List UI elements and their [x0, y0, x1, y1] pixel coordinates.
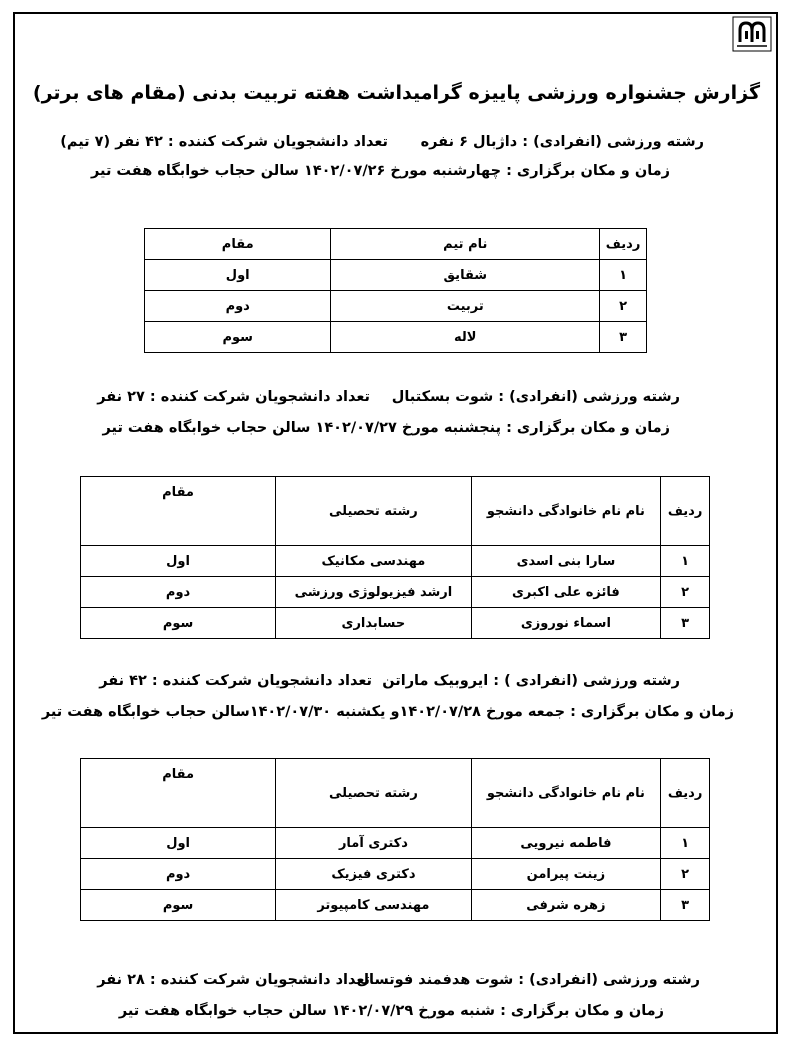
- header-rank: مقام: [81, 759, 276, 828]
- rank: اول: [81, 828, 276, 859]
- section-1-sport: رشته ورزشی (انفرادی) : داژبال ۶ نفره: [420, 134, 704, 150]
- table-header-row: [81, 759, 710, 828]
- table-row: [81, 890, 710, 921]
- header-rank: مقام: [145, 229, 331, 260]
- field-of-study: دکتری آمار: [276, 828, 471, 859]
- team-name: تربیت: [331, 291, 600, 322]
- rank: سوم: [81, 890, 276, 921]
- student-name: اسماء نوروزی: [471, 608, 661, 639]
- section-2-results-table: [80, 476, 710, 639]
- table-header-row: [81, 477, 710, 546]
- rank: دوم: [81, 859, 276, 890]
- student-name: فائزه علی اکبری: [471, 577, 661, 608]
- student-name: زینت پیرامن: [471, 859, 661, 890]
- row-number: ۳: [661, 890, 710, 921]
- rank: اول: [145, 260, 331, 291]
- row-number: ۲: [661, 577, 710, 608]
- section-2-schedule: زمان و مکان برگزاری : پنجشنبه مورخ ۱۴۰۲/۰۷/۲۷ سالن حجاب خوابگاه هفت تیر: [102, 420, 670, 436]
- row-number: ۱: [661, 828, 710, 859]
- table-header-row: [145, 229, 647, 260]
- team-name: شقایق: [331, 260, 600, 291]
- field-of-study: دکتری فیزیک: [276, 859, 471, 890]
- table-row: [145, 291, 647, 322]
- row-number: ۲: [600, 291, 647, 322]
- student-name: زهره شرفی: [471, 890, 661, 921]
- row-number: ۳: [600, 322, 647, 353]
- section-4-participants: تعداد دانشجویان شرکت کننده : ۲۸ نفر: [97, 972, 370, 988]
- field-of-study: مهندسی کامپیوتر: [276, 890, 471, 921]
- university-logo-icon: [732, 16, 772, 52]
- section-1-results-table: [144, 228, 647, 353]
- header-rank: مقام: [81, 477, 276, 546]
- student-name: فاطمه نیرویی: [471, 828, 661, 859]
- header-field-of-study: رشته تحصیلی: [276, 477, 472, 546]
- table-row: [81, 546, 710, 577]
- header-row-number: ردیف: [661, 759, 710, 828]
- row-number: ۱: [600, 260, 647, 291]
- row-number: ۳: [661, 608, 710, 639]
- section-3-participants: تعداد دانشجویان شرکت کننده : ۴۲ نفر: [99, 673, 372, 689]
- section-2-participants: تعداد دانشجویان شرکت کننده : ۲۷ نفر: [97, 389, 370, 405]
- header-student-name: نام نام خانوادگی دانشجو: [471, 759, 661, 828]
- header-field-of-study: رشته تحصیلی: [276, 759, 471, 828]
- header-row-number: ردیف: [600, 229, 647, 260]
- field-of-study: ارشد فیزیولوژی ورزشی: [276, 577, 472, 608]
- field-of-study: حسابداری: [276, 608, 472, 639]
- rank: دوم: [81, 577, 276, 608]
- section-1-participants: تعداد دانشجویان شرکت کننده : ۴۲ نفر (۷ تیم): [60, 134, 388, 150]
- table-row: [81, 859, 710, 890]
- rank: اول: [81, 546, 276, 577]
- section-1-schedule: زمان و مکان برگزاری : چهارشنبه مورخ ۱۴۰۲/۰۷/۲۶ سالن حجاب خوابگاه هفت تیر: [91, 163, 670, 179]
- student-name: سارا بنی اسدی: [471, 546, 661, 577]
- header-student-name: نام نام خانوادگی دانشجو: [471, 477, 661, 546]
- rank: دوم: [145, 291, 331, 322]
- row-number: ۱: [661, 546, 710, 577]
- section-4-schedule: زمان و مکان برگزاری : شنبه مورخ ۱۴۰۲/۰۷/۲۹ سالن حجاب خوابگاه هفت تیر: [118, 1003, 664, 1019]
- section-3-sport: رشته ورزشی (انفرادی ) : ایروبیک ماراتن: [382, 673, 680, 689]
- header-row-number: ردیف: [661, 477, 710, 546]
- row-number: ۲: [661, 859, 710, 890]
- table-row: [145, 260, 647, 291]
- section-2-sport: رشته ورزشی (انفرادی) : شوت بسکتبال: [391, 389, 680, 405]
- section-3-results-table: [80, 758, 710, 921]
- team-name: لاله: [331, 322, 600, 353]
- header-team-name: نام تیم: [331, 229, 600, 260]
- table-row: [145, 322, 647, 353]
- rank: سوم: [81, 608, 276, 639]
- field-of-study: مهندسی مکانیک: [276, 546, 472, 577]
- page-title: گزارش جشنواره ورزشی پاییزه گرامیداشت هفته تربیت بدنی (مقام های برتر): [32, 82, 760, 104]
- table-row: [81, 828, 710, 859]
- section-3-schedule: زمان و مکان برگزاری : جمعه مورخ ۱۴۰۲/۰۷/۲۸و یکشنبه ۱۴۰۲/۰۷/۳۰سالن حجاب خوابگاه هفت تیر: [41, 704, 734, 720]
- table-row: [81, 577, 710, 608]
- section-4-sport: رشته ورزشی (انفرادی) : شوت هدفمند فوتسال: [356, 972, 700, 988]
- rank: سوم: [145, 322, 331, 353]
- table-row: [81, 608, 710, 639]
